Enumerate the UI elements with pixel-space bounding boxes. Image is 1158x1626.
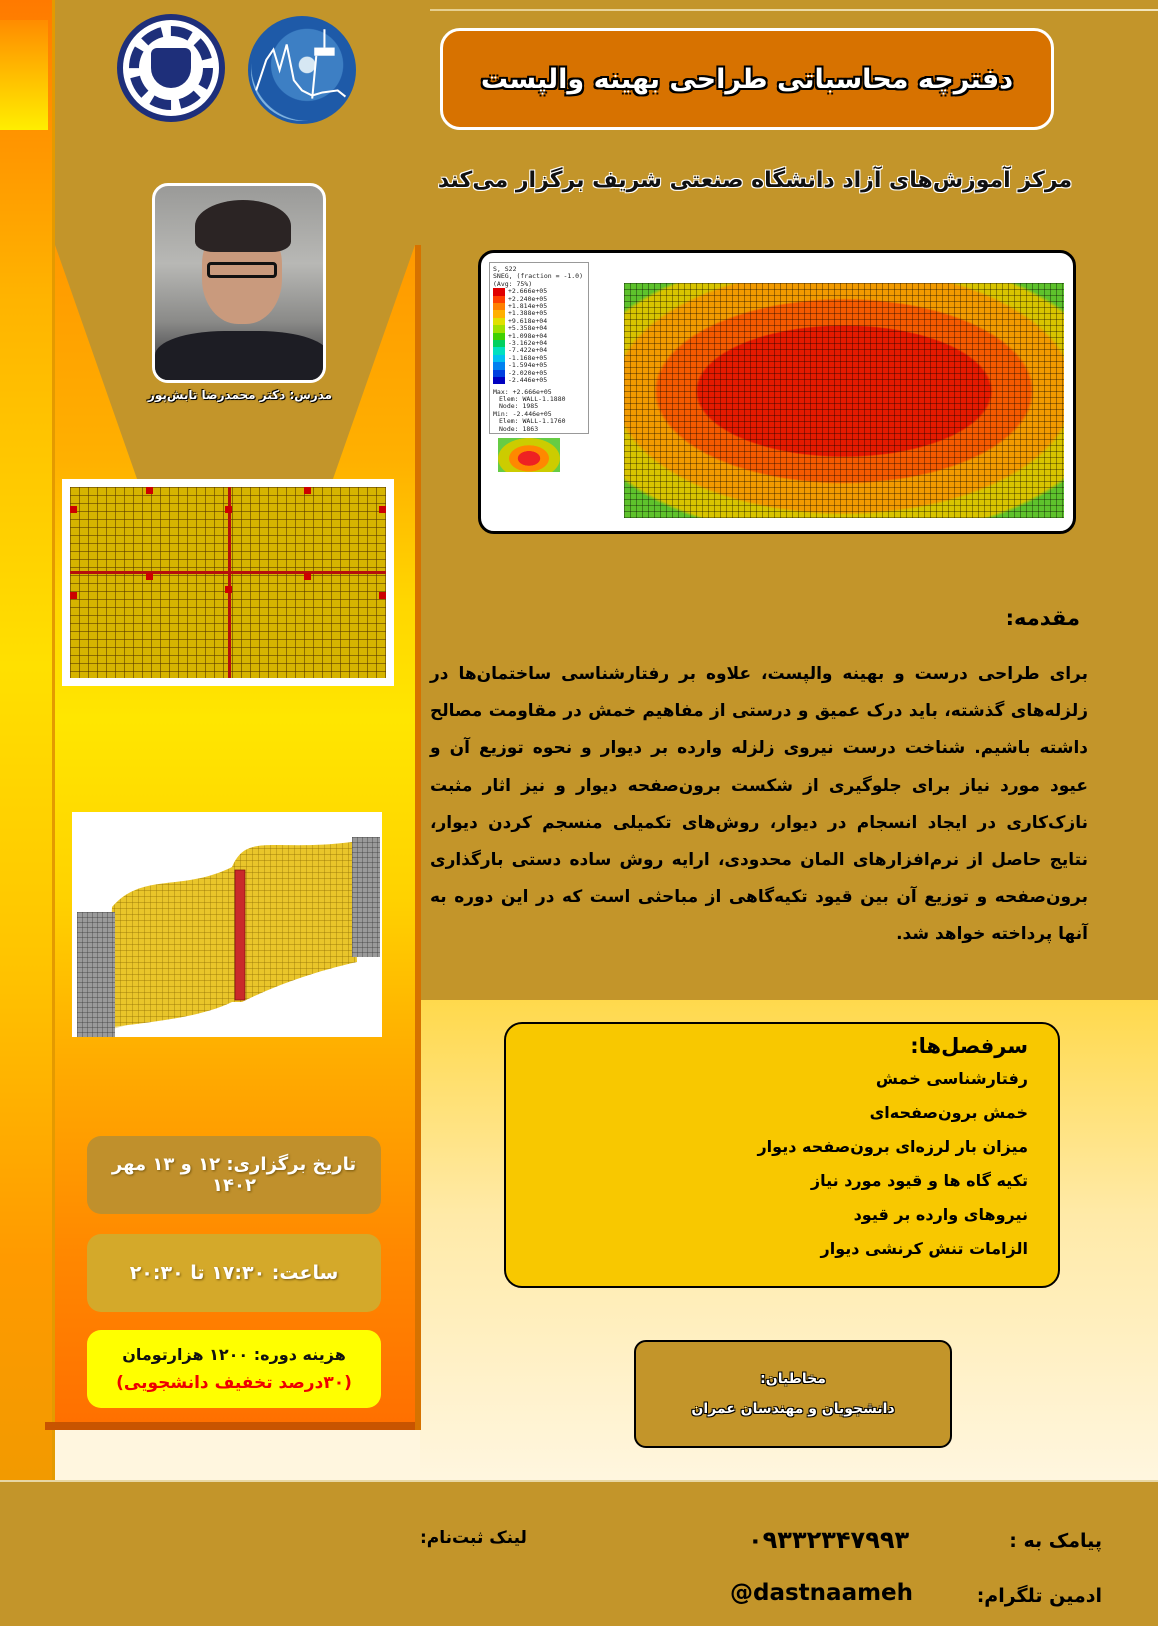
topic-item: میزان بار لرزه‌ای برون‌صفحه دیوار — [757, 1137, 1028, 1156]
legend-max: Max: +2.666e+05 — [493, 387, 552, 396]
fem-mesh-overlay — [624, 283, 1064, 518]
legend-swatch — [493, 347, 505, 354]
fem-stress-contour-image — [478, 250, 1076, 534]
legend-swatch — [493, 310, 505, 317]
offshore-wave-platform-logo — [248, 16, 356, 124]
legend-swatch — [493, 355, 505, 362]
glasses-icon — [207, 262, 277, 278]
legend-avg: (Avg: 75%) — [493, 279, 533, 288]
fem-legend — [489, 262, 589, 434]
legend-swatch — [493, 377, 505, 384]
legend-swatch — [493, 288, 505, 295]
organizer-subtitle: مرکز آموزش‌های آزاد دانشگاه صنعتی شریف برگزار می‌کند — [437, 168, 1073, 193]
legend-min-elem: Elem: WALL-1.1760 — [499, 417, 566, 426]
top-divider-line — [430, 9, 1158, 11]
fem-thumbnail — [498, 438, 560, 472]
wall-grid-plan-image — [62, 479, 394, 686]
legend-max-elem: Elem: WALL-1.1880 — [499, 394, 566, 403]
instructor-photo — [152, 183, 326, 383]
course-date: تاریخ برگزاری: ۱۲ و ۱۳ مهر ۱۴۰۲ — [111, 1154, 357, 1196]
left-stripe-highlight — [0, 20, 48, 130]
legend-value: +1.814e+05 — [508, 302, 548, 311]
legend-value: +2.666e+05 — [508, 287, 548, 296]
emblem-icon — [151, 48, 191, 88]
sms-label: پیامک به : — [1009, 1530, 1102, 1552]
legend-swatch — [493, 296, 505, 303]
legend-value: -1.594e+05 — [508, 361, 548, 370]
left-panel-edge — [415, 245, 421, 1430]
legend-value: +1.388e+05 — [508, 309, 548, 318]
legend-value: +2.240e+05 — [508, 294, 548, 303]
legend-swatch — [493, 362, 505, 369]
legend-value: -1.168e+05 — [508, 353, 548, 362]
wall-3d-deformation-image — [72, 812, 382, 1037]
legend-value: -3.162e+04 — [508, 339, 548, 348]
course-time: ساعت: ۱۷:۳۰ تا ۲۰:۳۰ — [129, 1262, 339, 1284]
course-time-box — [87, 1234, 381, 1312]
legend-value: -7.422e+04 — [508, 346, 548, 355]
topic-item: الزامات تنش کرنشی دیوار — [820, 1239, 1028, 1258]
left-decorative-stripe — [0, 0, 55, 1480]
legend-swatch — [493, 318, 505, 325]
topics-list — [506, 1062, 1028, 1266]
legend-value: -2.020e+05 — [508, 368, 548, 377]
legend-value: +1.098e+04 — [508, 331, 548, 340]
telegram-handle-link[interactable]: @dastnaameh — [730, 1580, 914, 1606]
sms-phone-number[interactable]: ۰۹۳۳۲۳۴۷۹۹۳ — [748, 1526, 910, 1554]
left-panel-bottom-edge — [45, 1422, 415, 1430]
legend-swatch — [493, 370, 505, 377]
legend-min: Min: -2.446e+05 — [493, 409, 552, 418]
legend-value: -2.446e+05 — [508, 376, 548, 385]
telegram-admin-label: ادمین تلگرام: — [976, 1585, 1102, 1607]
legend-scale — [493, 288, 585, 384]
instructor-caption: مدرس: دکتر محمدرضا تابش‌پور — [147, 388, 333, 402]
legend-swatch — [493, 333, 505, 340]
audience-value: دانشجویان و مهندسان عمران — [691, 1401, 895, 1417]
legend-swatch — [493, 325, 505, 332]
intro-heading: مقدمه: — [1005, 606, 1080, 630]
topic-item: رفتارشناسی خمش — [875, 1069, 1028, 1088]
student-discount: (۳۰درصد تخفیف دانشجویی) — [116, 1373, 352, 1393]
topics-heading: سرفصل‌ها: — [910, 1034, 1028, 1058]
legend-value: +9.618e+04 — [508, 316, 548, 325]
legend-subtitle: SNEG, (fraction = -1.0) — [493, 272, 584, 281]
legend-title: S, S22 — [493, 265, 517, 273]
course-title-box — [440, 28, 1054, 130]
legend-swatch — [493, 303, 505, 310]
sharif-university-logo — [117, 14, 225, 122]
course-price: هزینه دوره: ۱۲۰۰ هزارتومان — [122, 1345, 346, 1364]
registration-link-label[interactable]: لینک ثبت‌نام: — [420, 1528, 527, 1548]
legend-max-node: Node: 1985 — [499, 402, 539, 411]
course-price-box — [87, 1330, 381, 1408]
course-title: دفترچه محاسباتی طراحی بهینه والپست — [480, 63, 1014, 95]
topic-item: خمش برون‌صفحه‌ای — [869, 1103, 1028, 1122]
legend-row — [493, 377, 585, 384]
topic-item: تکیه گاه ها و قیود مورد نیاز — [810, 1171, 1028, 1190]
topic-item: نیروهای وارده بر قیود — [853, 1205, 1028, 1224]
course-date-box — [87, 1136, 381, 1214]
intro-body: برای طراحی درست و بهینه والپست، علاوه بر رفتارشناسی ساختمان‌ها در زلزله‌های گذشته، باید درک عمیق و درستی از مفاهیم خمش در مقاومت مصالح داشته باشیم. شناخت درست نیروی زلزله وارده بر دیوار و نحوه توزیع آن و عیود مورد نیاز برای جلوگیری از شکست برون‌صفحه دیوار و نیز اثار مثبت نازک‌کاری در ایجاد انسجام در دیوار، روش‌های تکمیلی منسجم کردن دیوار، نتایج حاصل از نرم‌افزارهای المان محدودی، ارایه روش ساده دستی بارگذاری برون‌صفحه و توزیع آن بین قیود تکیه‌گاهی از مباحثی است که در این دوره به آنها پرداخته خواهد شد. — [430, 664, 1088, 945]
audience-box — [634, 1340, 952, 1448]
legend-swatch — [493, 340, 505, 347]
wave-platform-icon — [251, 19, 353, 121]
audience-label: مخاطبان: — [760, 1371, 826, 1387]
gear-icon — [129, 26, 213, 110]
background-lower-left — [0, 1428, 420, 1480]
legend-min-node: Node: 1863 — [499, 424, 539, 433]
topics-box — [504, 1022, 1060, 1288]
legend-value: +5.358e+04 — [508, 324, 548, 333]
